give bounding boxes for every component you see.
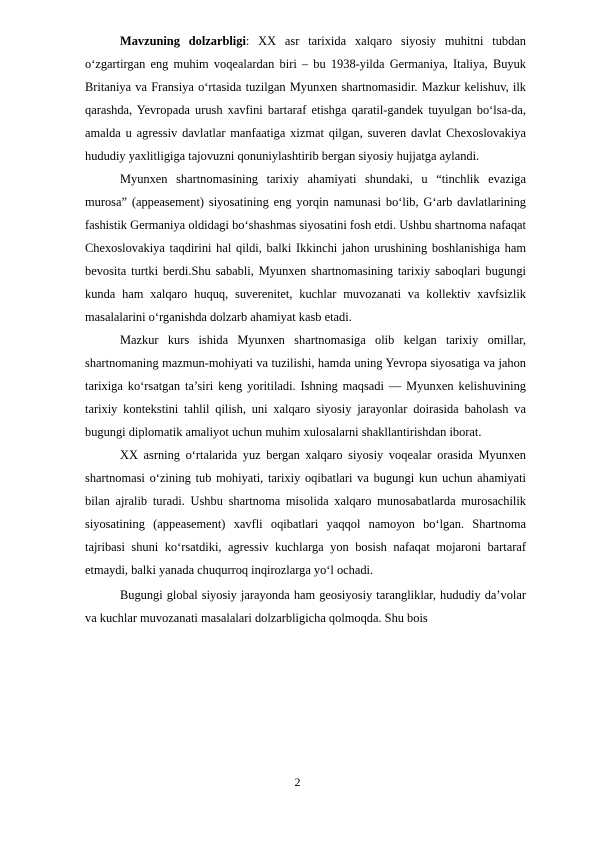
- page-number: 2: [294, 775, 301, 789]
- paragraph-text: : XX asr tarixida xalqaro siyosiy muhitni tubdan oʻzgartirgan eng muhim voqealardan biri – bu 1938-yilda Germaniya, Italiya, Buyuk Britaniya va Fransiya oʻrtasida tuzilgan Myunxen shartnomasidir. Mazkur kelishuv, ilk qarashda, Yevropada urush xavfini bartaraf etishga qaratil-gandek tuyulgan boʻlsa-da, amalda u agressiv davlatlar manfaatiga xizmat qilgan, suveren davlat Chexoslovakiya hududiy yaxlitligiga tajovuzni qonuniylashtirib bergan siyosiy hujjatga aylandi.: [85, 34, 526, 163]
- paragraph-current-relevance: Bugungi global siyosiy jarayonda ham geosiyosiy tarangliklar, hududiy da’volar va kuchlar muvozanati masalalari dolzarbligicha qolmoqda. Shu bois: [85, 588, 526, 625]
- paragraph-appeasement-lessons: XX asrning oʻrtalarida yuz bergan xalqaro siyosiy voqealar orasida Myunxen shartnomasi oʻzining tub mohiyati, tarixiy oqibatlari va bugungi kun uchun ahamiyati bilan ajralib turadi. Ushbu shartnoma misolida xalqaro munosabatlarda murosachilik siyosatining (appeasement) xavfli oqibatlari yaqqol namoyon boʻlgan. Shartnoma tajribasi shuni koʻrsatdiki, agressiv kuchlarga yon bosish nafaqat mojaroni bartaraf etmaydi, balki yanada chuqurroq inqirozlarga yoʻl ochadi.: [85, 448, 526, 577]
- paragraph-lead-heading: Mavzuning dolzarbligi: [120, 34, 246, 48]
- document-page: [85, 30, 526, 630]
- paragraph-relevance: [85, 30, 526, 168]
- paragraph-historical-significance: Myunxen shartnomasining tarixiy ahamiyati shundaki, u “tinchlik evaziga murosa” (appeasement) siyosatining eng yorqin namunasi boʻlib, Gʻarb davlatlarining fashistik Germaniya oldidagi boʻshashmas siyosatini fosh etdi. Ushbu shartnoma nafaqat Chexoslovakiya taqdirini hal qildi, balki Ikkinchi jahon urushining boshlanishiga ham bevosita turtki berdi.Shu sababli, Myunxen shartnomasining tarixiy saboqlari bugungi kunda ham xalqaro huquq, suverenitet, kuchlar muvozanati va kollektiv xavfsizlik masalalarini oʻrganishda dolzarb ahamiyat kasb etadi.: [85, 172, 526, 324]
- paragraph-course-aim: Mazkur kurs ishida Myunxen shartnomasiga olib kelgan tarixiy omillar, shartnomaning mazmun-mohiyati va tuzilishi, hamda uning Yevropa siyosatiga va jahon tarixiga koʻrsatgan ta’siri keng yoritiladi. Ishning maqsadi — Myunxen kelishuvining tarixiy kontekstini tahlil qilish, uni xalqaro siyosiy jarayonlar doirasida baholash va bugungi diplomatik amaliyot uchun muhim xulosalarni shakllantirishdan iborat.: [85, 333, 526, 439]
